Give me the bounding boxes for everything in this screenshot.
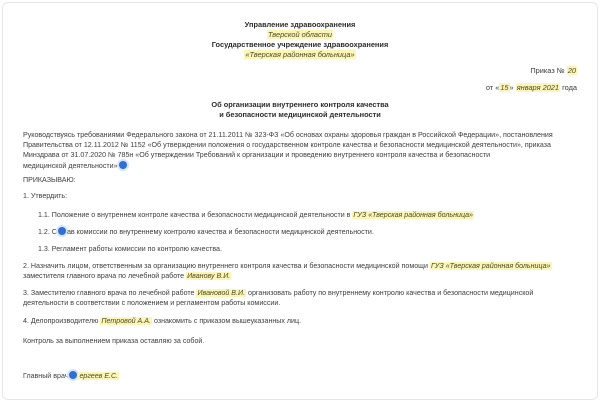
order-date-line: [486, 83, 577, 93]
order-date-mid: »: [509, 83, 514, 92]
header-institution-name: [3, 50, 597, 60]
preamble-line-text: медицинской деятельности»: [23, 161, 118, 170]
item-2-line1: [23, 261, 583, 271]
order-title-line1: Об организации внутреннего контроля качества: [211, 100, 389, 109]
item-1-2-prefix: 1.2. С: [38, 228, 57, 236]
item-4-text: 4. Делопроизводителю: [23, 317, 99, 325]
item-1-2-text: ав комиссии по внутреннему контролю качества и безопасности медицинской деятельности.: [66, 228, 374, 236]
item-1-1-institution-field[interactable]: ГУЗ «Тверская районная больница»: [353, 211, 473, 219]
item-1: 1. Утвердить:: [23, 192, 68, 200]
preamble-line: Минздрава от 31.07.2020 № 785н «Об утверждении Требований к организации и проведению внутреннего контроля качества и безопасности: [23, 151, 491, 160]
item-2-line2: [23, 271, 583, 281]
item-4-text2: ознакомить с приказом вышеуказанных лиц.: [153, 317, 302, 325]
signature-line: [23, 371, 583, 381]
item-4: [23, 316, 583, 326]
item-1-3: 1.3. Регламент работы комиссии по контролю качества.: [38, 245, 222, 253]
item-3-person-field[interactable]: Ивановой В.И.: [197, 289, 246, 297]
order-word: ПРИКАЗЫВАЮ:: [23, 176, 76, 184]
document-page: [2, 2, 598, 400]
item-4-person-field[interactable]: Петровой А.А.: [101, 317, 151, 325]
item-3-text2: организовать работу по внутреннему контролю качества и безопасности медицинской: [248, 289, 534, 297]
comment-marker-icon[interactable]: [58, 227, 66, 235]
comment-marker-icon[interactable]: [119, 161, 127, 169]
item-3-line2: деятельности в соответствии с положением и регламентом работы комиссии.: [23, 299, 281, 308]
item-2-institution-field[interactable]: ГУЗ «Тверская районная больница»: [430, 262, 551, 270]
order-title-line2: и безопасности медицинской деятельности: [219, 110, 381, 119]
header-region-field[interactable]: Тверской области: [268, 30, 332, 39]
item-2-person-field[interactable]: Иванову В.И.: [187, 272, 231, 281]
preamble-line: [23, 161, 583, 171]
order-number-line: [530, 66, 577, 76]
signature-name-field[interactable]: ергеев Е.С.: [79, 372, 119, 380]
item-2: [23, 261, 583, 281]
item-3-line1: [23, 288, 583, 298]
order-number-field[interactable]: 20: [567, 66, 576, 75]
item-2-text: 2. Назначить лицом, ответственным за организацию внутреннего контроля качества и безопасности медицинской помощи: [23, 262, 428, 270]
item-1-1-text: 1.1. Положение о внутреннем контроле качества и безопасности медицинской деятельности в: [38, 211, 351, 219]
item-3-text: 3. Заместителю главного врача по лечебной работе: [23, 289, 195, 297]
order-date-month-field[interactable]: января 2021: [516, 83, 560, 92]
item-2-text2: заместителя главного врача по лечебной работе: [23, 272, 185, 281]
order-date-prefix: от «: [485, 83, 500, 92]
header-region: [3, 30, 597, 40]
order-date-suffix: года: [562, 83, 577, 92]
signature-label: Главный врач: [23, 372, 69, 380]
preamble-line: Руководствуясь требованиями Федерального закона от 21.11.2011 № 323-ФЗ «Об основах охраны здоровья граждан в Российской Федерации», постановления: [23, 131, 553, 139]
header-department: Управление здравоохранения: [244, 20, 356, 29]
item-1-2: [38, 227, 583, 237]
header-institution-field[interactable]: «Тверская районная больница»: [245, 50, 355, 59]
item-1-1: [38, 210, 583, 220]
order-date-day-field[interactable]: 15: [500, 83, 509, 92]
comment-marker-icon[interactable]: [69, 371, 77, 379]
preamble-paragraph: [23, 130, 583, 171]
header-institution-type: Государственное учреждение здравоохранения: [211, 40, 389, 49]
control-statement: Контроль за выполнением приказа оставляю за собой.: [23, 337, 205, 345]
item-3: [23, 288, 583, 308]
preamble-line: Правительства от 12.11.2012 № 1152 «Об утверждении положения о государственном контроле качества и безопасности медицинской деятельности», приказа: [23, 141, 551, 150]
order-number-label: Приказ №: [530, 66, 565, 75]
